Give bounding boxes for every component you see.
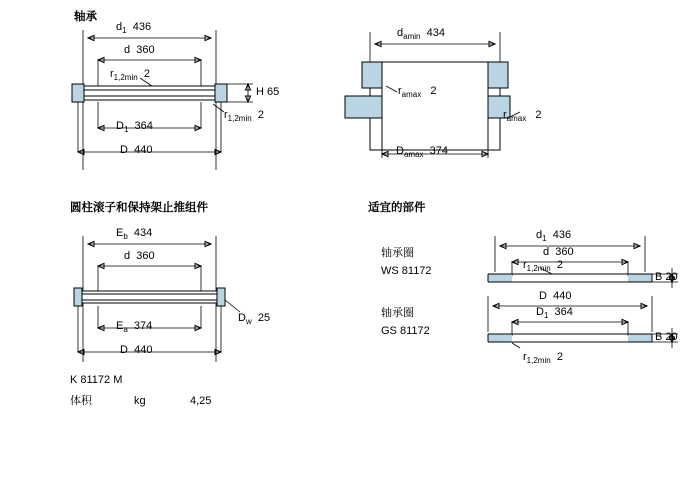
dim-ramax-outer-value: 2: [535, 109, 542, 121]
dim-r12min-bottom-subscript: 1,2min: [227, 114, 252, 124]
washer2-dim-B-label: [655, 332, 678, 343]
washer1-dim-r12min-value: 2: [556, 259, 563, 271]
dim-r12min-bottom-label: [224, 110, 264, 124]
dim-ramax-inner-symbol: r: [398, 85, 402, 97]
dim-D1-subscript: 1: [123, 125, 129, 135]
washer1-dim-B-value: 20: [665, 271, 678, 283]
washer2-dim-D1-label: [536, 307, 573, 321]
dim-ramax-outer-label: [503, 110, 542, 124]
dim-damin-label: [397, 28, 445, 42]
dim-ramax-inner-subscript: amax: [401, 90, 422, 100]
dim-Dw-subscript: w: [245, 317, 252, 327]
dim-Eb-value: 434: [133, 227, 153, 239]
dim-Ea-value: 374: [133, 320, 153, 332]
dim-d-value: 360: [136, 44, 155, 56]
mass-label: 体积: [70, 395, 92, 407]
designation-label: K 81172 M: [70, 374, 123, 386]
section-title-suitable-parts: 适宜的部件: [368, 202, 426, 214]
dim-cage-D-symbol: D: [120, 344, 128, 356]
dim-D-symbol: D: [120, 144, 128, 156]
dim-ramax-inner-label: [398, 86, 437, 100]
dim-Eb-subscript: b: [123, 232, 128, 242]
washer1-dim-d1-label: [536, 230, 571, 244]
dim-cage-d-label: [124, 251, 155, 262]
washer1-dim-d-label: [543, 247, 574, 258]
washer1-dim-B-label: [655, 272, 678, 283]
dim-damin-subscript: amin: [403, 32, 421, 42]
dim-ramax-outer-subscript: amax: [506, 114, 527, 124]
washer1-dim-d1-value: 436: [552, 229, 572, 241]
washer2-dim-r12min-value: 2: [556, 351, 563, 363]
dim-r12min-top-label: [110, 69, 150, 83]
dim-ramax-outer-symbol: r: [503, 109, 507, 121]
dim-damin-symbol: d: [397, 27, 404, 39]
dim-d1-value: 436: [132, 21, 152, 33]
washer2-dim-B-value: 20: [665, 331, 678, 343]
dim-cage-D-label: [120, 345, 152, 356]
washer1-dim-r12min-label: [523, 260, 563, 274]
dim-Ea-subscript: a: [123, 325, 128, 335]
washer1-dim-r12min-symbol: r: [523, 259, 527, 271]
washer2-dim-D1-symbol: D: [536, 306, 544, 318]
dim-Dw-value: 25: [257, 312, 271, 324]
washer2-dim-r12min-subscript: 1,2min: [526, 356, 551, 366]
dim-d1-subscript: 1: [122, 26, 127, 36]
mass-value: 4,25: [190, 395, 212, 407]
dim-d1-label: [116, 22, 151, 36]
washer1-dim-d-value: 360: [555, 246, 574, 258]
dim-damin-value: 434: [426, 27, 445, 39]
dim-Ea-symbol: E: [116, 320, 124, 332]
dim-Dw-label: [238, 313, 270, 327]
dim-Damax-label: [396, 146, 448, 160]
washer2-dim-D1-subscript: 1: [543, 311, 549, 321]
dim-Dw-symbol: D: [238, 312, 246, 324]
dim-Damax-symbol: D: [396, 145, 404, 157]
dim-r12min-bottom-value: 2: [257, 109, 264, 121]
washer1-dim-d-symbol: d: [543, 246, 550, 258]
dim-D-label: [120, 145, 152, 156]
dim-r12min-top-symbol: r: [110, 68, 114, 80]
washer2-dim-r12min-label: [523, 352, 563, 366]
dim-r12min-top-subscript: 1,2min: [113, 73, 138, 83]
dim-D1-symbol: D: [116, 120, 124, 132]
washer1-caption-line1: 轴承圈: [381, 247, 414, 259]
washer2-dim-D-value: 440: [553, 290, 572, 302]
dim-D1-label: [116, 121, 153, 135]
washer1-dim-d1-symbol: d: [536, 229, 543, 241]
washer1-caption-line2: WS 81172: [381, 265, 432, 277]
dim-cage-d-symbol: d: [124, 250, 131, 262]
dim-Ea-label: [116, 321, 152, 335]
washer2-dim-B-symbol: B: [655, 331, 663, 343]
dim-H-label: [256, 87, 279, 98]
washer2-caption-line1: 轴承圈: [381, 307, 414, 319]
washer1-dim-d1-subscript: 1: [542, 234, 547, 244]
washer1-dim-B-symbol: B: [655, 271, 663, 283]
dim-r12min-top-value: 2: [143, 68, 150, 80]
dim-cage-d-value: 360: [136, 250, 155, 262]
section-title-bearing: 轴承: [74, 11, 97, 23]
dim-cage-D-value: 440: [134, 344, 153, 356]
dim-Eb-label: [116, 228, 152, 242]
dim-D-value: 440: [134, 144, 153, 156]
dim-r12min-bottom-symbol: r: [224, 109, 228, 121]
washer2-caption-line2: GS 81172: [381, 325, 430, 337]
dim-Damax-value: 374: [429, 145, 448, 157]
washer2-dim-D-label: [539, 291, 571, 302]
washer2-dim-r12min-symbol: r: [523, 351, 527, 363]
dim-Eb-symbol: E: [116, 227, 124, 239]
dim-d1-symbol: d: [116, 21, 123, 33]
dim-d-label: [124, 45, 155, 56]
dim-D1-value: 364: [134, 120, 153, 132]
dim-H-symbol: H: [256, 86, 264, 98]
washer2-dim-D1-value: 364: [554, 306, 573, 318]
section-title-roller-cage: 圆柱滚子和保持架止推组件: [70, 202, 208, 214]
dim-H-value: 65: [267, 86, 280, 98]
washer1-dim-r12min-subscript: 1,2min: [526, 264, 551, 274]
mass-unit: kg: [134, 395, 146, 407]
dim-Damax-subscript: amax: [403, 150, 424, 160]
dim-d-symbol: d: [124, 44, 131, 56]
washer2-dim-D-symbol: D: [539, 290, 547, 302]
dim-ramax-inner-value: 2: [430, 85, 437, 97]
